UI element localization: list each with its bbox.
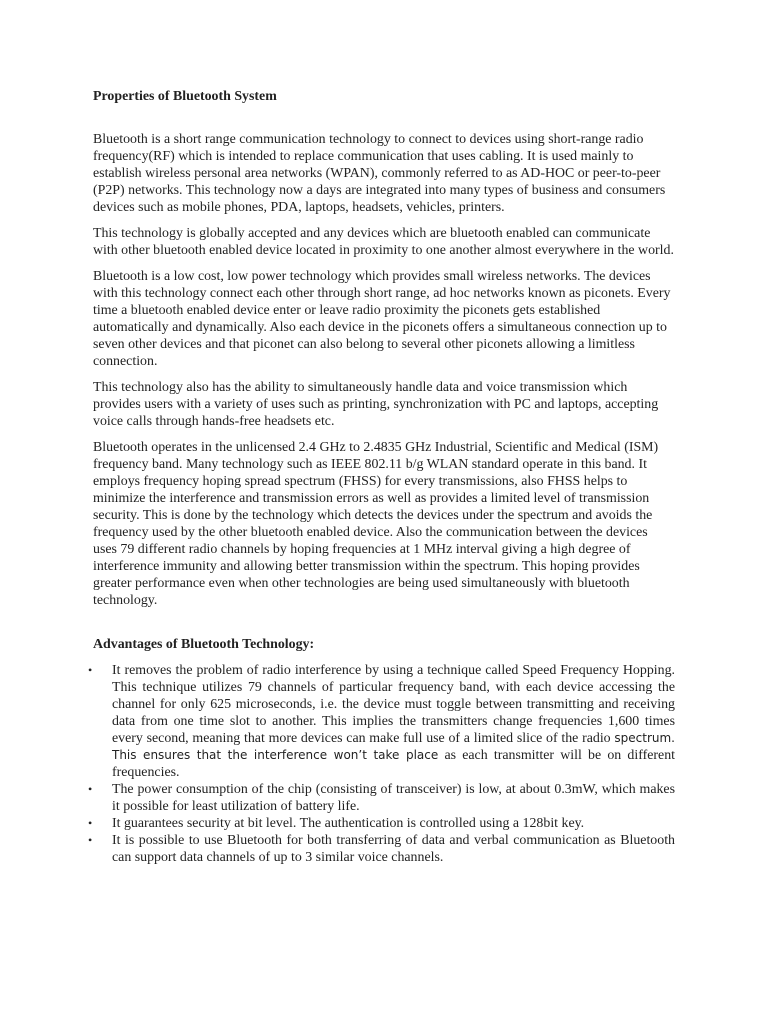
advantage-text: The power consumption of the chip (consisting of transceiver) is low, at about 0.3mW, which makes it possible for least utilization of battery life. <box>112 782 675 814</box>
list-item <box>88 815 675 832</box>
advantage-text: It removes the problem of radio interference by using a technique called Speed Frequency Hopping. This technique utilizes 79 channels of particular frequency band, with each device accessing the channel for only 625 microseconds, i.e. the device must toggle between transmitting and receiving data from one time slot to another. This implies the transmitters change frequencies 1,600 times every second, meaning that more devices can make full use of a limited slice of the radio <box>112 663 675 746</box>
advantage-text: It guarantees security at bit level. The authentication is controlled using a 128bit key. <box>112 816 585 831</box>
bullet-icon: • <box>88 782 93 796</box>
paragraph-voice-data: This technology also has the ability to simultaneously handle data and voice transmission which provides users with a variety of uses such as printing, synchronization with PC and laptops, accepting voice calls through hands-free headsets etc. <box>93 380 659 429</box>
list-item <box>88 832 675 866</box>
paragraph-low-cost: Bluetooth is a low cost, low power technology which provides small wireless networks. The devices with this technology connect each other through short range, ad hoc networks known as piconets. Every time a bluetooth enabled device enter or leave radio proximity the piconets gets established automatically and dynamically. Also each device in the piconets offers a simultaneous connection up to seven other devices and that piconet can also belong to several other piconets allowing a limitless connection. <box>93 269 671 369</box>
bullet-icon: • <box>88 663 93 677</box>
paragraph-ism-band: Bluetooth operates in the unlicensed 2.4 GHz to 2.4835 GHz Industrial, Scientific and Medical (ISM) frequency band. Many technology such as IEEE 802.11 b/g WLAN standard operate in this band. It employs frequency hoping spread spectrum (FHSS) for every transmissions, also FHSS helps to minimize the interference and transmission errors as well as provides a limited level of transmission security. This is done by the technology which detects the devices under the spectrum and avoids the frequency used by the other bluetooth enabled device. Also the communication between the devices uses 79 different radio channels by hoping frequencies at 1 MHz interval giving a high degree of interference immunity and allowing better transmission within the spectrum. This hoping provides greater performance even when other technologies are being used simultaneously with bluetooth technology. <box>93 440 659 608</box>
document-page <box>88 80 675 866</box>
advantage-text-end: as each transmitter will be on different frequencies. <box>112 748 675 780</box>
advantage-text: It is possible to use Bluetooth for both transferring of data and verbal communication as Bluetooth can support data channels of up to 3 similar voice channels. <box>112 833 675 865</box>
advantages-list <box>88 662 675 866</box>
paragraph-intro: Bluetooth is a short range communication technology to connect to devices using short-range radio frequency(RF) which is intended to replace communication that uses cabling. It is used mainly to establish wireless personal area networks (WPAN), commonly referred to as AD-HOC or peer-to-peer (P2P) networks. This technology now a days are integrated into many types of business and consumers devices such as mobile phones, PDA, laptops, headsets, vehicles, printers. <box>93 132 666 215</box>
list-item <box>88 781 675 815</box>
paragraph-global: This technology is globally accepted and any devices which are bluetooth enabled can communicate with other bluetooth enabled device located in proximity to one another almost everywhere in the world. <box>93 226 674 258</box>
bullet-icon: • <box>88 816 93 830</box>
list-item <box>88 662 675 781</box>
bullet-icon: • <box>88 833 93 847</box>
advantages-heading: Advantages of Bluetooth Technology: <box>93 637 315 652</box>
advantage-text-sans: spectrum. This ensures that the interference won’t take place <box>112 731 675 762</box>
document-title: Properties of Bluetooth System <box>93 89 277 104</box>
